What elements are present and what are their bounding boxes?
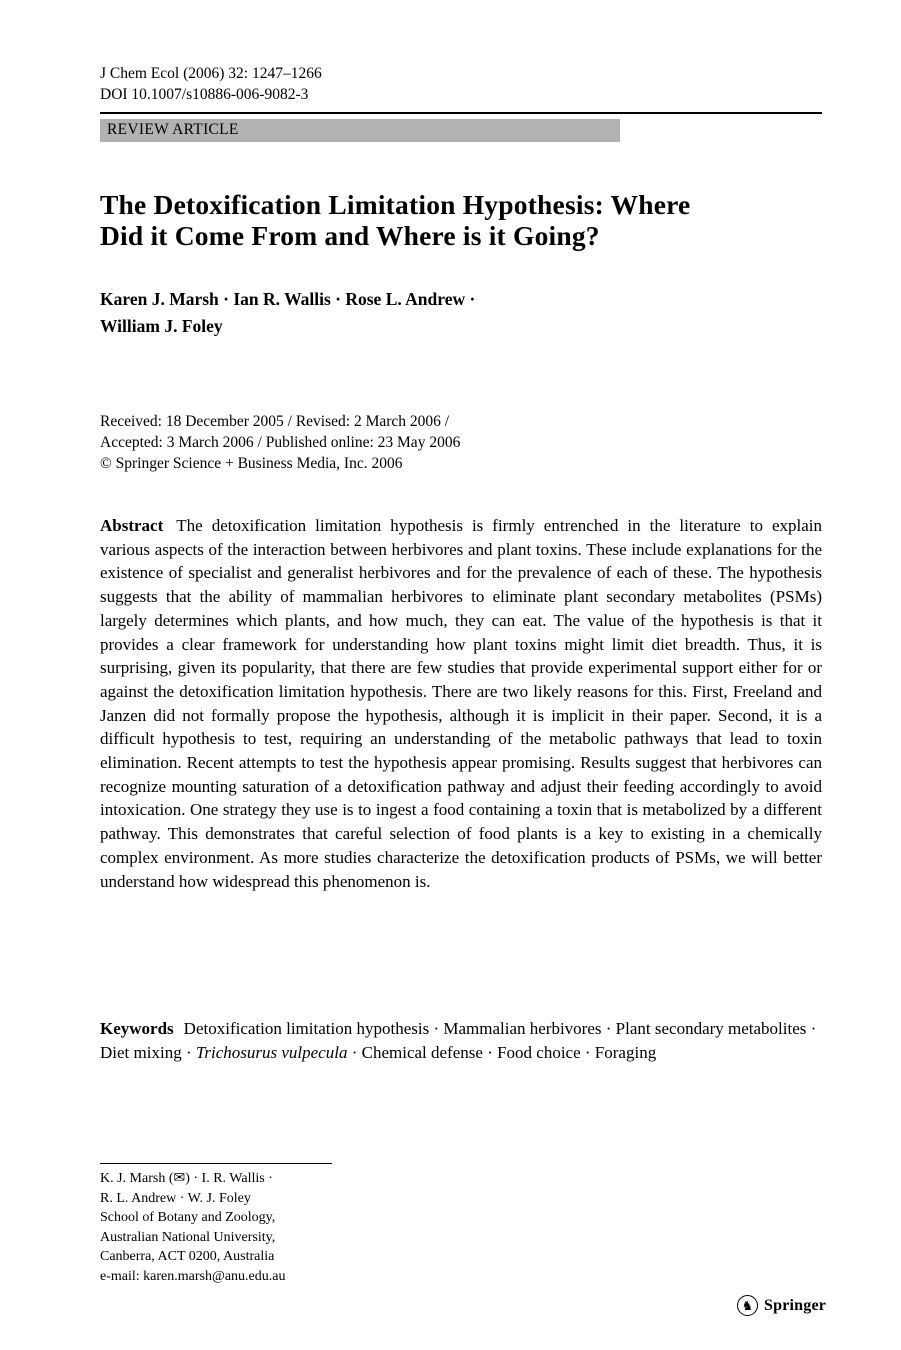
doi-line: DOI 10.1007/s10886-006-9082-3 — [100, 86, 309, 103]
authors-block — [100, 286, 822, 340]
article-title-line-2: Did it Come From and Where is it Going? — [100, 220, 600, 251]
author-line-2: William J. Foley — [100, 316, 223, 336]
abstract-text: The detoxification limitation hypothesis is firmly entrenched in the literature to explain various aspects of the interaction between herbivores and plant toxins. These include explanations for the existence of specialist and generalist herbivores and for the prevalence of each of these. The hypothesis suggests that the ability of mammalian herbivores to eliminate plant secondary metabolites (PSMs) largely determines which plants, and how much, they can eat. The value of the hypothesis is that it provides a clear framework for understanding how plant toxins might limit diet breadth. Thus, it is surprising, given its popularity, that there are few studies that provide experimental support either for or against the detoxification limitation hypothesis. There are two likely reasons for this. First, Freeland and Janzen did not formally propose the hypothesis, although it is implicit in their paper. Second, it is a difficult hypothesis to test, requiring an understanding of the metabolic pathways that lead to toxin elimination. Recent attempts to test the hypothesis appear promising. Results suggest that herbivores can recognize mounting saturation of a detoxification pathway and adjust their feeding accordingly to avoid intoxication. One strategy they use is to ingest a food containing a toxin that is metabolized by a different pathway. This demonstrates that careful selection of food plants is a key to existing in a chemically complex environment. As more studies characterize the detoxification products of PSMs, we will better understand how widespread this phenomenon is. — [100, 516, 822, 891]
author-line-1: Karen J. Marsh · Ian R. Wallis · Rose L. Andrew · — [100, 289, 476, 309]
article-title-line-1: The Detoxification Limitation Hypothesis: Where — [100, 189, 691, 220]
page-header — [100, 63, 822, 142]
abstract-label: Abstract — [100, 516, 164, 535]
footnote-affiliation-line-3: Canberra, ACT 0200, Australia — [100, 1249, 275, 1264]
footnote-affiliation-line-2: Australian National University, — [100, 1229, 276, 1245]
abstract-section — [100, 514, 822, 893]
springer-knight-icon: ♞ — [737, 1295, 758, 1316]
header-rule — [100, 112, 822, 114]
footnote-authors-line-2: R. L. Andrew · W. J. Foley — [100, 1190, 251, 1206]
footnote-authors-line-1: K. J. Marsh (✉) · I. R. Wallis · — [100, 1171, 273, 1186]
abstract-paragraph — [100, 514, 822, 893]
title-block — [100, 189, 822, 251]
springer-logo — [737, 1295, 826, 1316]
springer-logo-text: Springer — [764, 1296, 827, 1314]
article-type-banner: REVIEW ARTICLE — [100, 119, 620, 142]
keywords-text-2: · Chemical defense · Food choice · Foraging — [347, 1043, 657, 1062]
keywords-label: Keywords — [100, 1019, 174, 1038]
keywords-text-1: Detoxification limitation hypothesis · Mammalian herbivores · Plant secondary metabolites · Diet mixing · — [100, 1019, 817, 1062]
footnote-affiliation-line-1: School of Botany and Zoology, — [100, 1210, 276, 1225]
article-history — [100, 411, 822, 474]
history-line-received: Received: 18 December 2005 / Revised: 2 March 2006 / — [100, 413, 450, 430]
footnote-email-line: e-mail: karen.marsh@anu.edu.au — [100, 1268, 286, 1284]
keywords-species-italic: Trichosurus vulpecula — [195, 1043, 348, 1062]
journal-reference: J Chem Ecol (2006) 32: 1247–1266 — [100, 65, 322, 82]
history-line-accepted: Accepted: 3 March 2006 / Published online: 23 May 2006 — [100, 434, 461, 451]
keywords-section — [100, 1017, 822, 1065]
keywords-paragraph — [100, 1017, 822, 1065]
article-title — [100, 189, 822, 251]
correspondence-footnote — [100, 1169, 400, 1286]
footnote-rule — [100, 1163, 332, 1164]
history-line-copyright: © Springer Science + Business Media, Inc. 2006 — [100, 455, 403, 472]
